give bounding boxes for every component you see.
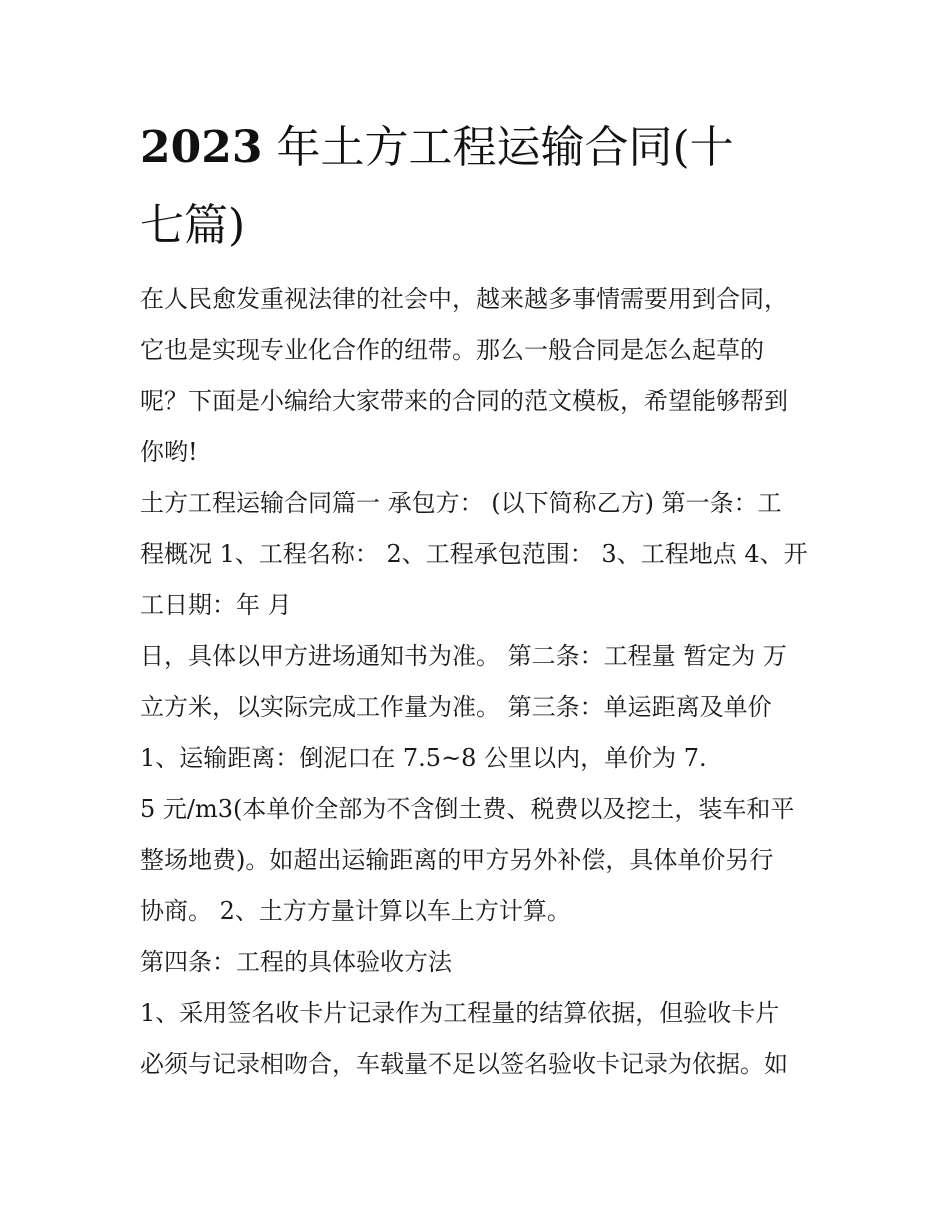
body-line-2: 它也是实现专业化合作的纽带。那么一般合同是怎么起草的: [140, 336, 764, 364]
body-line-11: 5 元/m3(本单价全部为不含倒土费、税费以及挖土，装车和平: [140, 795, 795, 823]
body-line-4: 你哟!: [140, 438, 198, 466]
body-line-6: 程概况 1、工程名称： 2、工程承包范围： 3、工程地点 4、开: [140, 540, 808, 568]
body-line-13: 协商。 2、土方方量计算以车上方计算。: [140, 897, 571, 925]
body-line-12: 整场地费)。如超出运输距离的甲方另外补偿，具体单价另行: [140, 846, 774, 874]
document-title-line-1: [140, 120, 734, 176]
body-line-16: 必须与记录相吻合，车载量不足以签名验收卡记录为依据。如: [140, 1050, 788, 1078]
title-year: 2023: [140, 122, 263, 173]
body-line-3: 呢？下面是小编给大家带来的合同的范文模板，希望能够帮到: [140, 387, 788, 415]
body-line-15: 1、采用签名收卡片记录作为工程量的结算依据，但验收卡片: [140, 999, 780, 1027]
body-line-10: 1、运输距离：倒泥口在 7.5~8 公里以内，单价为 7.: [140, 744, 707, 772]
document-title-line-2: 七篇): [140, 200, 246, 251]
body-line-5: 土方工程运输合同篇一 承包方： (以下简称乙方) 第一条：工: [140, 489, 782, 517]
body-line-8: 日，具体以甲方进场通知书为准。 第二条：工程量 暂定为 万: [140, 642, 787, 670]
body-line-7: 工日期：年 月: [140, 591, 292, 619]
title-text: 年土方工程运输合同(十: [276, 122, 734, 173]
body-line-1: 在人民愈发重视法律的社会中，越来越多事情需要用到合同，: [140, 285, 788, 313]
body-line-9: 立方米，以实际完成工作量为准。 第三条：单运距离及单价: [140, 693, 772, 721]
section-heading-4: 第四条：工程的具体验收方法: [140, 948, 452, 976]
